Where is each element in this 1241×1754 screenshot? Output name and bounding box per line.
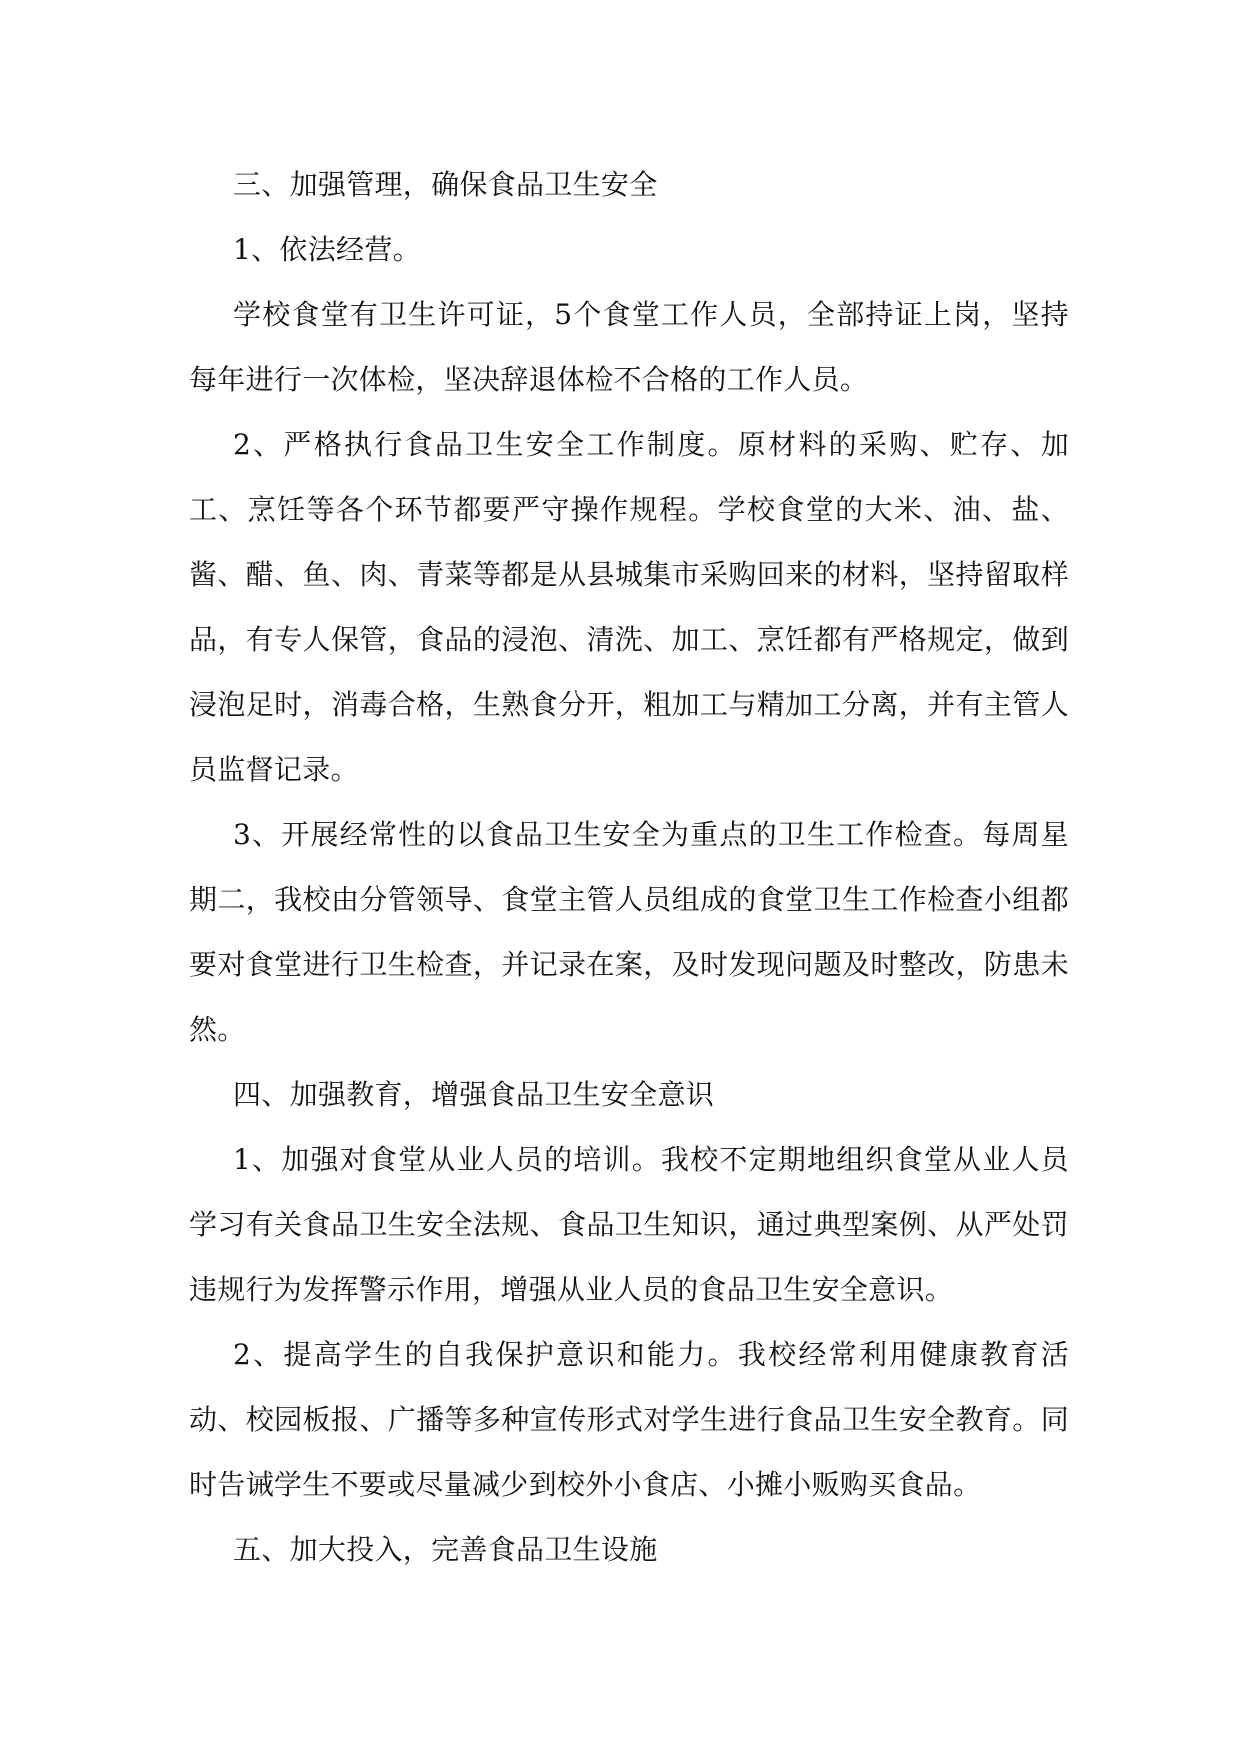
section-heading-4: 四、加强教育，增强食品卫生安全意识: [233, 1078, 715, 1111]
paragraph-regular-inspection: 3、开展经常性的以食品卫生安全为重点的卫生工作检查。每周星期二，我校由分管领导、食堂主管人员组成的食堂卫生工作检查小组都要对食堂进行卫生检查，并记录在案，及时发现问题及时整改，防患未然。: [189, 818, 1069, 1046]
paragraph-staff-training: 1、加强对食堂从业人员的培训。我校不定期地组织食堂从业人员学习有关食品卫生安全法规、食品卫生知识，通过典型案例、从严处罚违规行为发挥警示作用，增强从业人员的食品卫生安全意识。: [189, 1143, 1069, 1306]
document-body: [189, 152, 1069, 1582]
section-heading-3: 三、加强管理，确保食品卫生安全: [233, 168, 658, 201]
section-heading-5: 五、加大投入，完善食品卫生设施: [233, 1533, 658, 1566]
paragraph-health-permit: 学校食堂有卫生许可证，5个食堂工作人员，全部持证上岗，坚持每年进行一次体检，坚决辞退体检不合格的工作人员。: [189, 298, 1069, 396]
paragraph-safety-system: 2、严格执行食品卫生安全工作制度。原材料的采购、贮存、加工、烹饪等各个环节都要严守操作规程。学校食堂的大米、油、盐、酱、醋、鱼、肉、青菜等都是从县城集市采购回来的材料，坚持留取样品，有专人保管，食品的浸泡、清洗、加工、烹饪都有严格规定，做到浸泡足时，消毒合格，生熟食分开，粗加工与精加工分离，并有主管人员监督记录。: [189, 428, 1069, 786]
paragraph-student-awareness: 2、提高学生的自我保护意识和能力。我校经常利用健康教育活动、校园板报、广播等多种宣传形式对学生进行食品卫生安全教育。同时告诫学生不要或尽量减少到校外小食店、小摊小贩购买食品。: [189, 1338, 1069, 1501]
paragraph-lawful-operation: 1、依法经营。: [233, 233, 421, 266]
